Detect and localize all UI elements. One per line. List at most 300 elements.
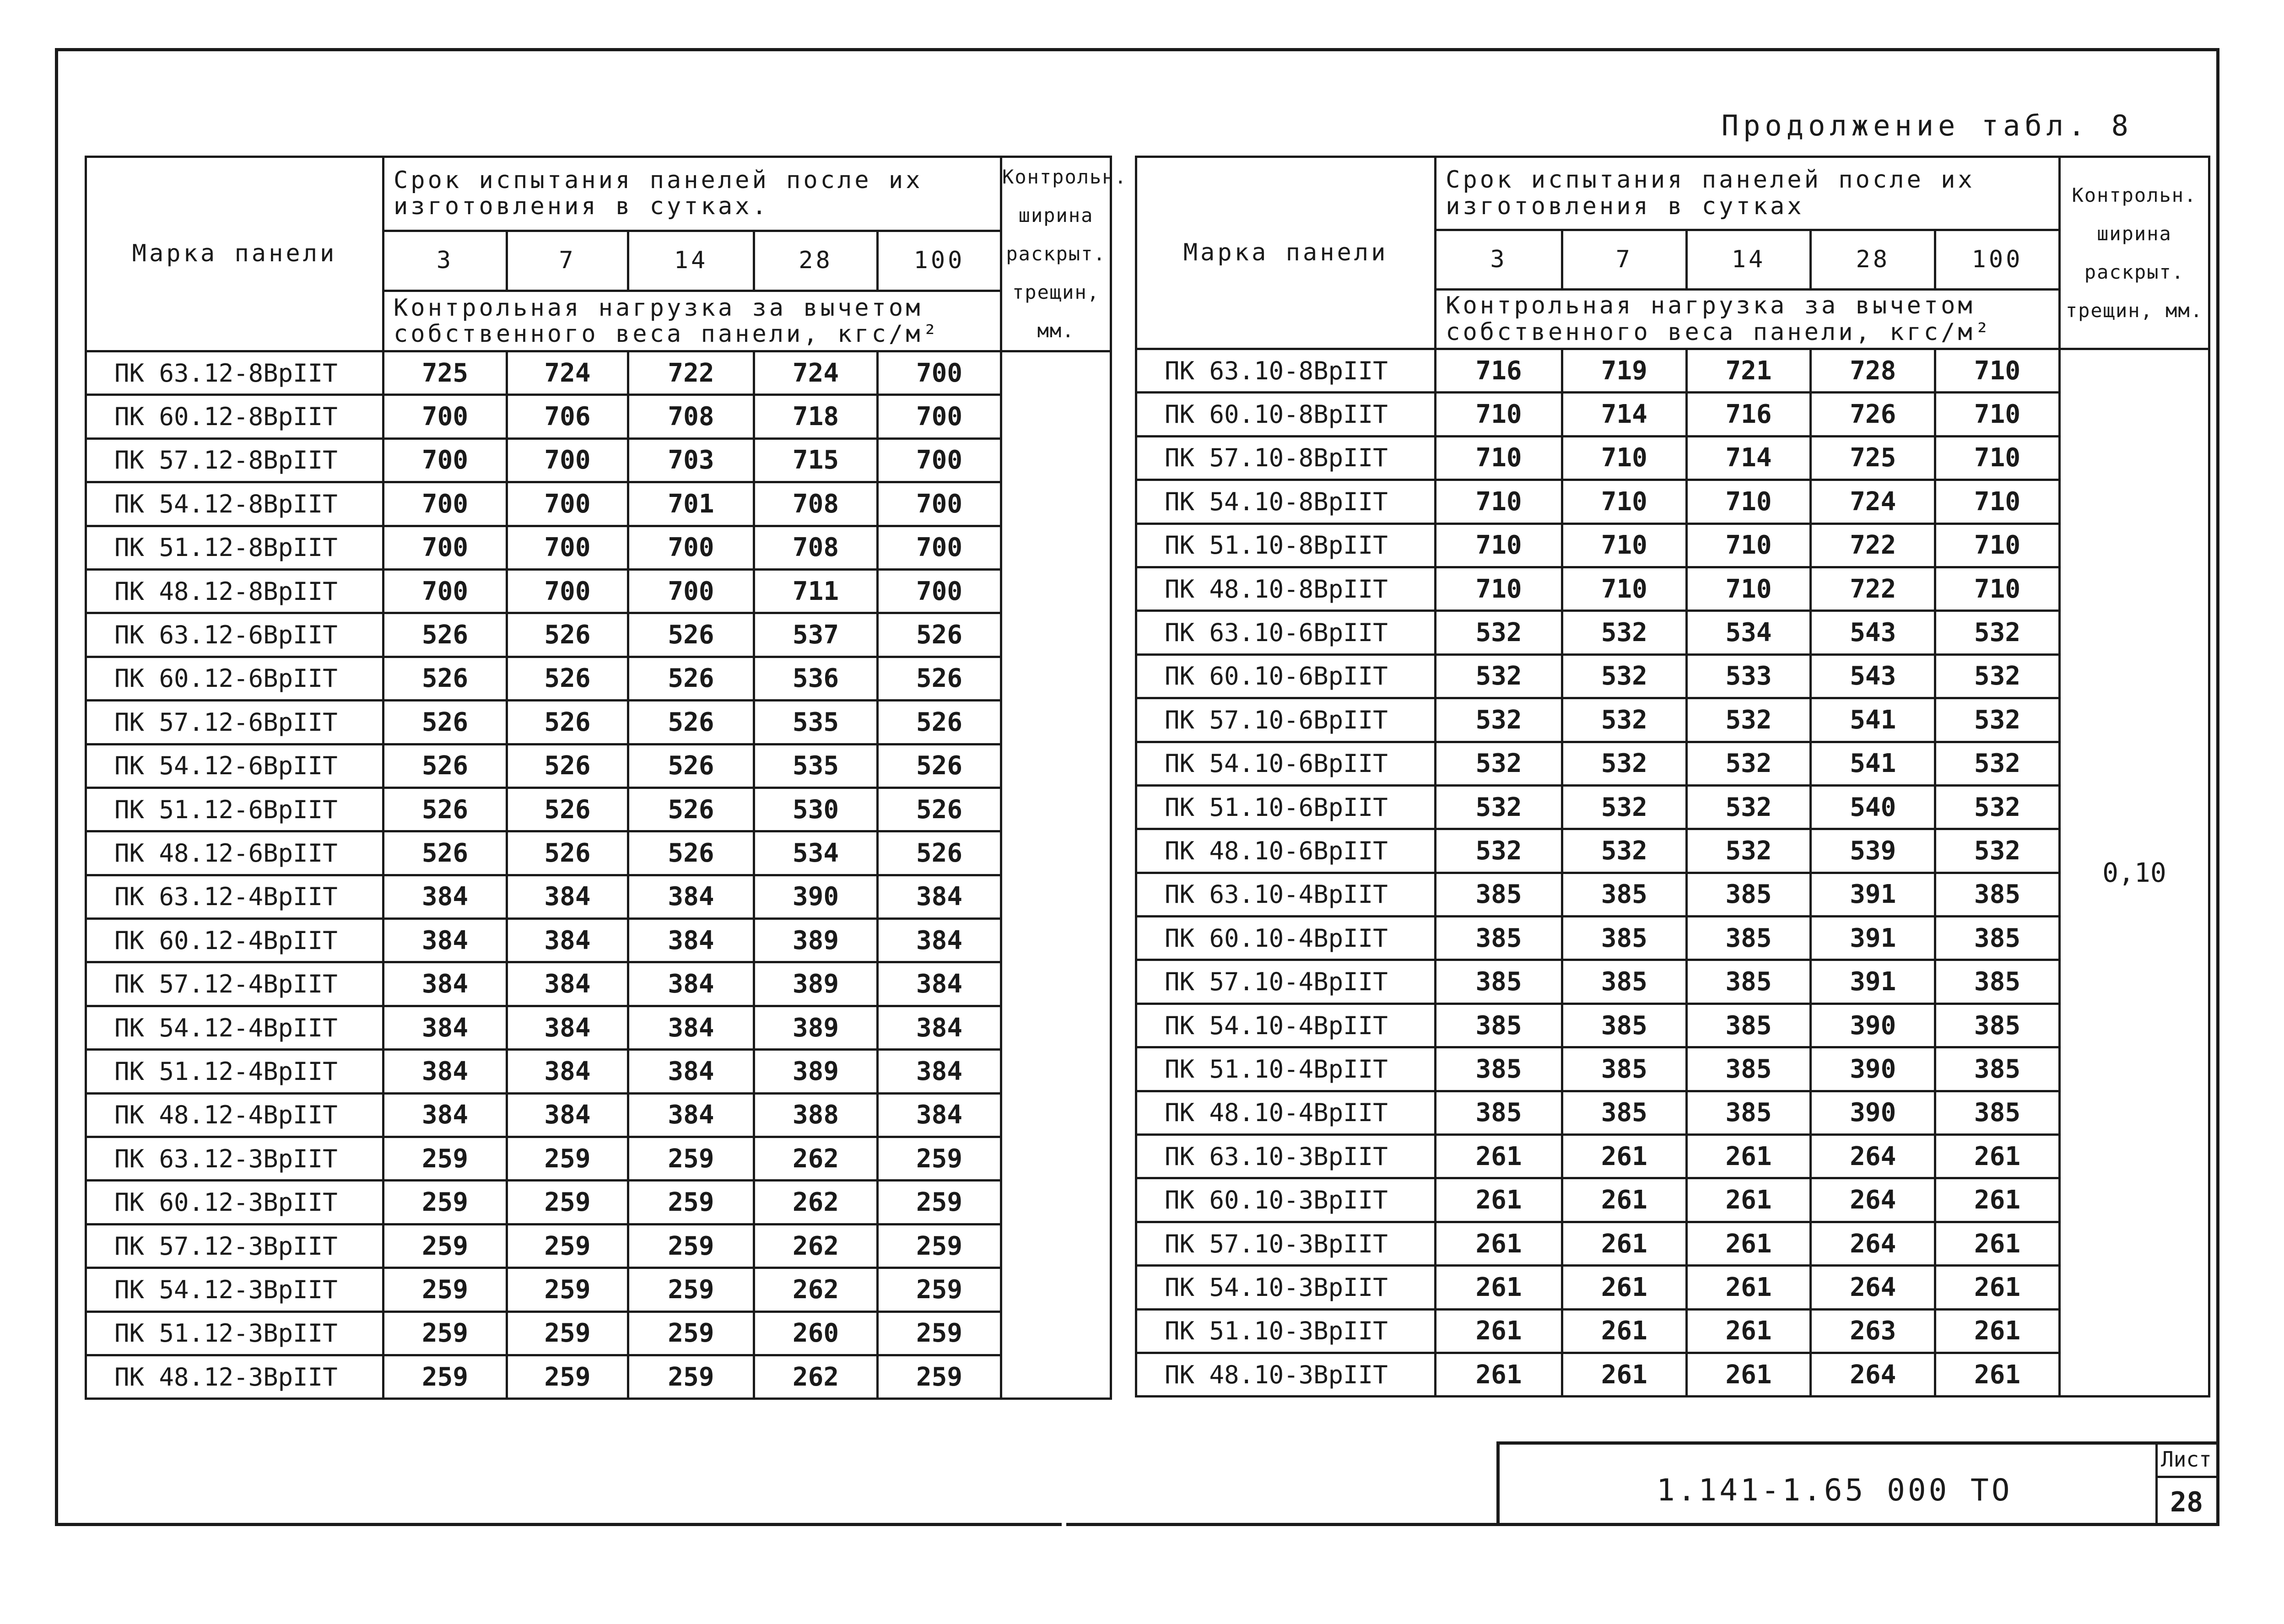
sheet-box-divider bbox=[2155, 1476, 2219, 1478]
panel-mark-cell: ПК 57.12-6ВрIIТ bbox=[86, 701, 383, 744]
load-value-cell: 532 bbox=[1562, 698, 1686, 742]
load-value-cell: 259 bbox=[878, 1224, 1001, 1268]
load-value-cell: 385 bbox=[1935, 873, 2060, 916]
load-value-cell: 532 bbox=[1562, 742, 1686, 785]
load-value-cell: 259 bbox=[878, 1268, 1001, 1311]
load-value-cell: 259 bbox=[383, 1311, 507, 1355]
load-value-cell: 259 bbox=[628, 1181, 754, 1224]
load-value-cell: 532 bbox=[1935, 829, 2060, 873]
panel-mark-cell: ПК 60.12-3ВрIIТ bbox=[86, 1181, 383, 1224]
load-value-cell: 261 bbox=[1436, 1222, 1562, 1265]
load-value-cell: 710 bbox=[1935, 480, 2060, 523]
mark-header-right-text: Марка панели bbox=[1183, 238, 1388, 266]
load-value-cell: 532 bbox=[1562, 785, 1686, 829]
panel-mark-cell: ПК 54.12-4ВрIIТ bbox=[86, 1006, 383, 1049]
load-value-cell: 384 bbox=[878, 919, 1001, 962]
load-value-cell: 541 bbox=[1811, 698, 1935, 742]
table-row bbox=[1136, 1222, 2209, 1265]
load-value-cell: 532 bbox=[1562, 611, 1686, 654]
panel-mark-cell: ПК 60.12-6ВрIIТ bbox=[86, 657, 383, 700]
table-row bbox=[1136, 1091, 2209, 1134]
load-value-cell: 261 bbox=[1935, 1266, 2060, 1309]
load-value-cell: 532 bbox=[1935, 611, 2060, 654]
load-value-cell: 536 bbox=[754, 657, 878, 700]
load-value-cell: 385 bbox=[1935, 960, 2060, 1004]
load-value-cell: 264 bbox=[1811, 1178, 1935, 1222]
day-7-header: 7 bbox=[507, 231, 628, 291]
table-row bbox=[1136, 1178, 2209, 1222]
load-value-cell: 540 bbox=[1811, 785, 1935, 829]
load-value-cell: 700 bbox=[383, 438, 507, 482]
table-row bbox=[1136, 829, 2209, 873]
load-value-cell: 391 bbox=[1811, 960, 1935, 1004]
load-value-cell: 390 bbox=[1811, 1004, 1935, 1047]
load-value-cell: 385 bbox=[1436, 1004, 1562, 1047]
load-value-cell: 700 bbox=[507, 569, 628, 613]
load-value-cell: 700 bbox=[878, 438, 1001, 482]
load-value-cell: 532 bbox=[1935, 785, 2060, 829]
load-value-cell: 384 bbox=[628, 919, 754, 962]
panel-mark-cell: ПК 60.10-4ВрIIТ bbox=[1136, 917, 1436, 960]
load-value-cell: 259 bbox=[878, 1355, 1001, 1398]
panel-mark-cell: ПК 48.12-8ВрIIТ bbox=[86, 569, 383, 613]
day-100-header: 100 bbox=[878, 231, 1001, 291]
table-row bbox=[1136, 654, 2209, 698]
load-value-cell: 715 bbox=[754, 438, 878, 482]
load-value-cell: 384 bbox=[383, 1006, 507, 1049]
load-value-cell: 261 bbox=[1935, 1135, 2060, 1178]
load-value-cell: 261 bbox=[1562, 1266, 1686, 1309]
panel-mark-cell: ПК 48.12-6ВрIIТ bbox=[86, 831, 383, 875]
load-value-cell: 710 bbox=[1562, 436, 1686, 480]
panel-mark-cell: ПК 57.10-3ВрIIТ bbox=[1136, 1222, 1436, 1265]
panel-mark-cell: ПК 63.10-3ВрIIТ bbox=[1136, 1135, 1436, 1178]
load-value-cell: 385 bbox=[1935, 1047, 2060, 1091]
load-value-cell: 384 bbox=[383, 962, 507, 1006]
load-value-cell: 543 bbox=[1811, 654, 1935, 698]
panel-mark-cell: ПК 48.10-8ВрIIТ bbox=[1136, 567, 1436, 610]
load-value-cell: 259 bbox=[628, 1311, 754, 1355]
load-value-cell: 719 bbox=[1562, 349, 1686, 393]
load-value-cell: 389 bbox=[754, 1050, 878, 1093]
load-value-cell: 526 bbox=[628, 701, 754, 744]
load-value-cell: 708 bbox=[754, 526, 878, 569]
load-value-cell: 385 bbox=[1686, 960, 1811, 1004]
load-value-cell: 263 bbox=[1811, 1309, 1935, 1353]
load-value-cell: 384 bbox=[878, 1006, 1001, 1049]
load-value-cell: 714 bbox=[1686, 436, 1811, 480]
load-value-cell: 526 bbox=[383, 788, 507, 831]
load-value-cell: 526 bbox=[628, 831, 754, 875]
load-value-cell: 261 bbox=[1935, 1222, 2060, 1265]
table-row bbox=[1136, 1004, 2209, 1047]
sheet-number: 28 bbox=[2170, 1486, 2203, 1518]
load-value-cell: 526 bbox=[878, 657, 1001, 700]
load-value-cell: 700 bbox=[878, 569, 1001, 613]
table-row bbox=[1136, 567, 2209, 610]
crack-width-value: 0,10 bbox=[2059, 349, 2209, 1397]
panel-mark-cell: ПК 57.10-8ВрIIТ bbox=[1136, 436, 1436, 480]
table-row bbox=[1136, 611, 2209, 654]
table-row bbox=[1136, 742, 2209, 785]
table-row bbox=[1136, 873, 2209, 916]
load-value-cell: 259 bbox=[628, 1268, 754, 1311]
load-value-cell: 532 bbox=[1935, 654, 2060, 698]
table-row bbox=[1136, 1353, 2209, 1396]
load-value-cell: 532 bbox=[1436, 829, 1562, 873]
load-value-cell: 700 bbox=[383, 482, 507, 526]
table-row bbox=[1136, 1135, 2209, 1178]
load-value-cell: 259 bbox=[383, 1355, 507, 1398]
load-value-cell: 526 bbox=[383, 657, 507, 700]
load-value-cell: 390 bbox=[754, 875, 878, 918]
panel-mark-cell: ПК 51.12-4ВрIIТ bbox=[86, 1050, 383, 1093]
load-value-cell: 385 bbox=[1562, 917, 1686, 960]
day-28-header-right: 28 bbox=[1811, 230, 1935, 290]
panel-mark-cell: ПК 48.12-3ВрIIТ bbox=[86, 1355, 383, 1398]
load-value-cell: 261 bbox=[1562, 1135, 1686, 1178]
day-100-header-right: 100 bbox=[1935, 230, 2060, 290]
load-value-cell: 724 bbox=[507, 351, 628, 395]
crack-width-empty-cell bbox=[1001, 351, 1111, 1399]
panel-mark-cell: ПК 48.10-4ВрIIТ bbox=[1136, 1091, 1436, 1134]
table-row bbox=[1136, 436, 2209, 480]
load-value-cell: 534 bbox=[1686, 611, 1811, 654]
panel-mark-cell: ПК 54.10-4ВрIIТ bbox=[1136, 1004, 1436, 1047]
load-value-cell: 385 bbox=[1935, 1004, 2060, 1047]
panel-mark-cell: ПК 57.10-6ВрIIТ bbox=[1136, 698, 1436, 742]
table-row bbox=[1136, 698, 2209, 742]
load-value-cell: 384 bbox=[628, 962, 754, 1006]
mark-header bbox=[86, 157, 383, 351]
load-value-cell: 526 bbox=[507, 831, 628, 875]
load-value-cell: 264 bbox=[1811, 1353, 1935, 1396]
load-value-cell: 385 bbox=[1686, 1091, 1811, 1134]
day-3-header: 3 bbox=[383, 231, 507, 291]
load-value-cell: 526 bbox=[628, 657, 754, 700]
load-value-cell: 526 bbox=[507, 744, 628, 788]
load-value-cell: 722 bbox=[1811, 567, 1935, 610]
panel-mark-cell: ПК 48.12-4ВрIIТ bbox=[86, 1093, 383, 1137]
load-value-cell: 261 bbox=[1935, 1309, 2060, 1353]
load-value-cell: 261 bbox=[1562, 1309, 1686, 1353]
load-value-cell: 384 bbox=[878, 962, 1001, 1006]
load-value-cell: 526 bbox=[878, 744, 1001, 788]
load-value-cell: 262 bbox=[754, 1355, 878, 1398]
load-value-cell: 389 bbox=[754, 962, 878, 1006]
right-load-table bbox=[1135, 156, 2210, 1397]
load-value-cell: 708 bbox=[628, 395, 754, 438]
table-row bbox=[1136, 960, 2209, 1004]
load-value-cell: 385 bbox=[1686, 1047, 1811, 1091]
load-value-cell: 722 bbox=[1811, 523, 1935, 567]
panel-mark-cell: ПК 51.12-8ВрIIТ bbox=[86, 526, 383, 569]
load-value-cell: 261 bbox=[1562, 1222, 1686, 1265]
load-value-cell: 259 bbox=[383, 1224, 507, 1268]
load-value-cell: 706 bbox=[507, 395, 628, 438]
panel-mark-cell: ПК 54.12-8ВрIIТ bbox=[86, 482, 383, 526]
table-row bbox=[1136, 393, 2209, 436]
load-value-cell: 703 bbox=[628, 438, 754, 482]
load-value-cell: 724 bbox=[754, 351, 878, 395]
drawing-frame-bottom-left bbox=[55, 1523, 1062, 1526]
day-14-header: 14 bbox=[628, 231, 754, 291]
load-value-cell: 385 bbox=[1686, 917, 1811, 960]
load-value-cell: 526 bbox=[507, 788, 628, 831]
load-value-cell: 385 bbox=[1436, 873, 1562, 916]
panel-mark-cell: ПК 54.12-6ВрIIТ bbox=[86, 744, 383, 788]
table-row bbox=[1136, 1047, 2209, 1091]
load-value-cell: 532 bbox=[1686, 829, 1811, 873]
load-value-cell: 261 bbox=[1686, 1178, 1811, 1222]
test-period-header-right: Срок испытания панелей после их изготовления в сутках bbox=[1436, 157, 2060, 230]
load-value-cell: 710 bbox=[1686, 523, 1811, 567]
drawing-frame-right bbox=[2216, 48, 2219, 1526]
load-value-cell: 384 bbox=[507, 962, 628, 1006]
panel-mark-cell: ПК 48.10-3ВрIIТ bbox=[1136, 1353, 1436, 1396]
load-value-cell: 526 bbox=[878, 788, 1001, 831]
load-value-cell: 700 bbox=[507, 482, 628, 526]
load-value-cell: 384 bbox=[628, 1050, 754, 1093]
load-value-cell: 728 bbox=[1811, 349, 1935, 393]
left-load-table bbox=[85, 156, 1269, 1400]
load-value-cell: 261 bbox=[1686, 1266, 1811, 1309]
load-value-cell: 261 bbox=[1436, 1309, 1562, 1353]
load-value-cell: 384 bbox=[878, 1050, 1001, 1093]
load-value-cell: 535 bbox=[754, 701, 878, 744]
load-value-cell: 526 bbox=[383, 744, 507, 788]
load-value-cell: 534 bbox=[754, 831, 878, 875]
load-value-cell: 384 bbox=[628, 875, 754, 918]
load-value-cell: 385 bbox=[1935, 1091, 2060, 1134]
load-value-cell: 390 bbox=[1811, 1047, 1935, 1091]
crack-width-header-right: Контрольн. ширина раскрыт. трещин, мм. bbox=[2059, 157, 2209, 349]
load-value-cell: 384 bbox=[383, 919, 507, 962]
load-value-cell: 384 bbox=[628, 1093, 754, 1137]
load-value-cell: 722 bbox=[628, 351, 754, 395]
load-value-cell: 526 bbox=[507, 657, 628, 700]
table-row bbox=[1136, 785, 2209, 829]
load-value-cell: 532 bbox=[1436, 654, 1562, 698]
load-value-cell: 259 bbox=[383, 1181, 507, 1224]
panel-mark-cell: ПК 54.12-3ВрIIТ bbox=[86, 1268, 383, 1311]
load-value-cell: 384 bbox=[383, 1050, 507, 1093]
load-value-cell: 700 bbox=[628, 526, 754, 569]
load-value-cell: 384 bbox=[507, 1006, 628, 1049]
load-value-cell: 526 bbox=[878, 831, 1001, 875]
load-value-cell: 385 bbox=[1562, 1091, 1686, 1134]
load-value-cell: 532 bbox=[1562, 654, 1686, 698]
panel-mark-cell: ПК 60.10-8ВрIIТ bbox=[1136, 393, 1436, 436]
day-14-header-right: 14 bbox=[1686, 230, 1811, 290]
load-value-cell: 530 bbox=[754, 788, 878, 831]
mark-header-right bbox=[1136, 157, 1436, 349]
load-value-cell: 259 bbox=[383, 1137, 507, 1181]
load-value-cell: 526 bbox=[628, 788, 754, 831]
load-value-cell: 526 bbox=[383, 831, 507, 875]
load-value-cell: 710 bbox=[1436, 480, 1562, 523]
table-row bbox=[1136, 1266, 2209, 1309]
load-value-cell: 700 bbox=[878, 482, 1001, 526]
load-value-cell: 259 bbox=[628, 1137, 754, 1181]
day-3-header-right: 3 bbox=[1436, 230, 1562, 290]
load-value-cell: 724 bbox=[1811, 480, 1935, 523]
load-value-cell: 700 bbox=[383, 526, 507, 569]
load-value-cell: 385 bbox=[1562, 873, 1686, 916]
load-value-cell: 261 bbox=[1686, 1309, 1811, 1353]
panel-mark-cell: ПК 57.12-4ВрIIТ bbox=[86, 962, 383, 1006]
table-row bbox=[1136, 480, 2209, 523]
load-value-cell: 710 bbox=[1436, 393, 1562, 436]
panel-mark-cell: ПК 57.12-3ВрIIТ bbox=[86, 1224, 383, 1268]
load-value-cell: 532 bbox=[1935, 698, 2060, 742]
panel-mark-cell: ПК 63.12-6ВрIIТ bbox=[86, 613, 383, 657]
load-value-cell: 721 bbox=[1686, 349, 1811, 393]
load-value-cell: 385 bbox=[1562, 1047, 1686, 1091]
sheet-label: Лист bbox=[2161, 1447, 2212, 1472]
load-value-cell: 710 bbox=[1686, 567, 1811, 610]
load-value-cell: 384 bbox=[383, 875, 507, 918]
panel-mark-cell: ПК 63.10-6ВрIIТ bbox=[1136, 611, 1436, 654]
load-value-cell: 384 bbox=[878, 1093, 1001, 1137]
load-value-cell: 700 bbox=[507, 438, 628, 482]
panel-mark-cell: ПК 63.12-3ВрIIТ bbox=[86, 1137, 383, 1181]
load-value-cell: 261 bbox=[1686, 1353, 1811, 1396]
load-value-cell: 385 bbox=[1935, 917, 2060, 960]
panel-mark-cell: ПК 51.10-4ВрIIТ bbox=[1136, 1047, 1436, 1091]
panel-mark-cell: ПК 63.10-8ВрIIТ bbox=[1136, 349, 1436, 393]
load-value-cell: 710 bbox=[1562, 480, 1686, 523]
panel-mark-cell: ПК 57.10-4ВрIIТ bbox=[1136, 960, 1436, 1004]
load-value-cell: 259 bbox=[878, 1137, 1001, 1181]
load-value-cell: 532 bbox=[1436, 742, 1562, 785]
panel-mark-cell: ПК 48.10-6ВрIIТ bbox=[1136, 829, 1436, 873]
load-value-cell: 261 bbox=[1562, 1178, 1686, 1222]
load-value-cell: 384 bbox=[507, 1050, 628, 1093]
load-value-cell: 716 bbox=[1686, 393, 1811, 436]
load-value-cell: 391 bbox=[1811, 917, 1935, 960]
load-value-cell: 259 bbox=[628, 1224, 754, 1268]
load-value-cell: 262 bbox=[754, 1224, 878, 1268]
panel-mark-cell: ПК 60.12-4ВрIIТ bbox=[86, 919, 383, 962]
load-value-cell: 701 bbox=[628, 482, 754, 526]
load-value-cell: 726 bbox=[1811, 393, 1935, 436]
load-value-cell: 264 bbox=[1811, 1266, 1935, 1309]
day-7-header-right: 7 bbox=[1562, 230, 1686, 290]
panel-mark-cell: ПК 54.10-8ВрIIТ bbox=[1136, 480, 1436, 523]
load-value-cell: 532 bbox=[1436, 611, 1562, 654]
load-value-cell: 537 bbox=[754, 613, 878, 657]
load-value-cell: 262 bbox=[754, 1268, 878, 1311]
load-value-cell: 385 bbox=[1436, 1091, 1562, 1134]
panel-mark-cell: ПК 60.10-3ВрIIТ bbox=[1136, 1178, 1436, 1222]
load-value-cell: 700 bbox=[628, 569, 754, 613]
load-value-cell: 532 bbox=[1686, 785, 1811, 829]
load-value-cell: 384 bbox=[507, 875, 628, 918]
load-value-cell: 708 bbox=[754, 482, 878, 526]
load-value-cell: 526 bbox=[507, 613, 628, 657]
load-value-cell: 388 bbox=[754, 1093, 878, 1137]
load-value-cell: 259 bbox=[383, 1268, 507, 1311]
load-value-cell: 261 bbox=[1686, 1135, 1811, 1178]
table-row bbox=[86, 351, 1269, 395]
panel-mark-cell: ПК 60.12-8ВрIIТ bbox=[86, 395, 383, 438]
panel-mark-cell: ПК 63.12-4ВрIIТ bbox=[86, 875, 383, 918]
document-code: 1.141-1.65 000 ТО bbox=[1657, 1473, 2013, 1508]
load-value-cell: 262 bbox=[754, 1137, 878, 1181]
load-value-cell: 710 bbox=[1562, 523, 1686, 567]
panel-mark-cell: ПК 54.10-6ВрIIТ bbox=[1136, 742, 1436, 785]
load-value-cell: 532 bbox=[1686, 742, 1811, 785]
load-value-cell: 710 bbox=[1562, 567, 1686, 610]
load-value-cell: 543 bbox=[1811, 611, 1935, 654]
load-value-cell: 264 bbox=[1811, 1222, 1935, 1265]
table-row bbox=[1136, 1309, 2209, 1353]
panel-mark-cell: ПК 51.10-8ВрIIТ bbox=[1136, 523, 1436, 567]
load-value-cell: 391 bbox=[1811, 873, 1935, 916]
load-value-cell: 261 bbox=[1436, 1135, 1562, 1178]
panel-mark-cell: ПК 57.12-8ВрIIТ bbox=[86, 438, 383, 482]
load-value-cell: 385 bbox=[1686, 1004, 1811, 1047]
load-value-cell: 700 bbox=[383, 569, 507, 613]
load-value-cell: 385 bbox=[1436, 917, 1562, 960]
load-value-cell: 261 bbox=[1935, 1353, 2060, 1396]
load-value-cell: 390 bbox=[1811, 1091, 1935, 1134]
load-value-cell: 700 bbox=[878, 526, 1001, 569]
load-value-cell: 385 bbox=[1562, 1004, 1686, 1047]
load-value-cell: 259 bbox=[507, 1311, 628, 1355]
load-value-cell: 389 bbox=[754, 919, 878, 962]
load-value-cell: 710 bbox=[1935, 393, 2060, 436]
load-value-cell: 259 bbox=[878, 1311, 1001, 1355]
table-row bbox=[1136, 917, 2209, 960]
load-value-cell: 526 bbox=[628, 744, 754, 788]
load-value-cell: 725 bbox=[1811, 436, 1935, 480]
table-row bbox=[1136, 349, 2209, 393]
table-row bbox=[1136, 523, 2209, 567]
panel-mark-cell: ПК 63.10-4ВрIIТ bbox=[1136, 873, 1436, 916]
load-value-cell: 259 bbox=[507, 1268, 628, 1311]
load-value-cell: 385 bbox=[1436, 960, 1562, 1004]
panel-mark-cell: ПК 51.10-6ВрIIТ bbox=[1136, 785, 1436, 829]
load-header: Контрольная нагрузка за вычетом собственного веса панели, кгс/м² bbox=[383, 291, 1001, 351]
load-value-cell: 700 bbox=[878, 351, 1001, 395]
load-value-cell: 539 bbox=[1811, 829, 1935, 873]
table-caption: Продолжение табл. 8 bbox=[1721, 109, 2133, 142]
load-value-cell: 532 bbox=[1935, 742, 2060, 785]
load-value-cell: 532 bbox=[1562, 829, 1686, 873]
load-value-cell: 532 bbox=[1436, 785, 1562, 829]
load-value-cell: 725 bbox=[383, 351, 507, 395]
load-value-cell: 526 bbox=[507, 701, 628, 744]
load-value-cell: 259 bbox=[878, 1181, 1001, 1224]
load-value-cell: 384 bbox=[507, 919, 628, 962]
panel-mark-cell: ПК 51.12-6ВрIIТ bbox=[86, 788, 383, 831]
load-value-cell: 714 bbox=[1562, 393, 1686, 436]
day-28-header: 28 bbox=[754, 231, 878, 291]
load-value-cell: 526 bbox=[878, 613, 1001, 657]
load-value-cell: 526 bbox=[383, 701, 507, 744]
load-value-cell: 700 bbox=[383, 395, 507, 438]
load-value-cell: 261 bbox=[1436, 1266, 1562, 1309]
load-value-cell: 261 bbox=[1935, 1178, 2060, 1222]
load-value-cell: 259 bbox=[507, 1224, 628, 1268]
load-value-cell: 384 bbox=[628, 1006, 754, 1049]
load-value-cell: 384 bbox=[383, 1093, 507, 1137]
load-value-cell: 261 bbox=[1436, 1353, 1562, 1396]
panel-mark-cell: ПК 54.10-3ВрIIТ bbox=[1136, 1266, 1436, 1309]
load-value-cell: 710 bbox=[1935, 523, 2060, 567]
